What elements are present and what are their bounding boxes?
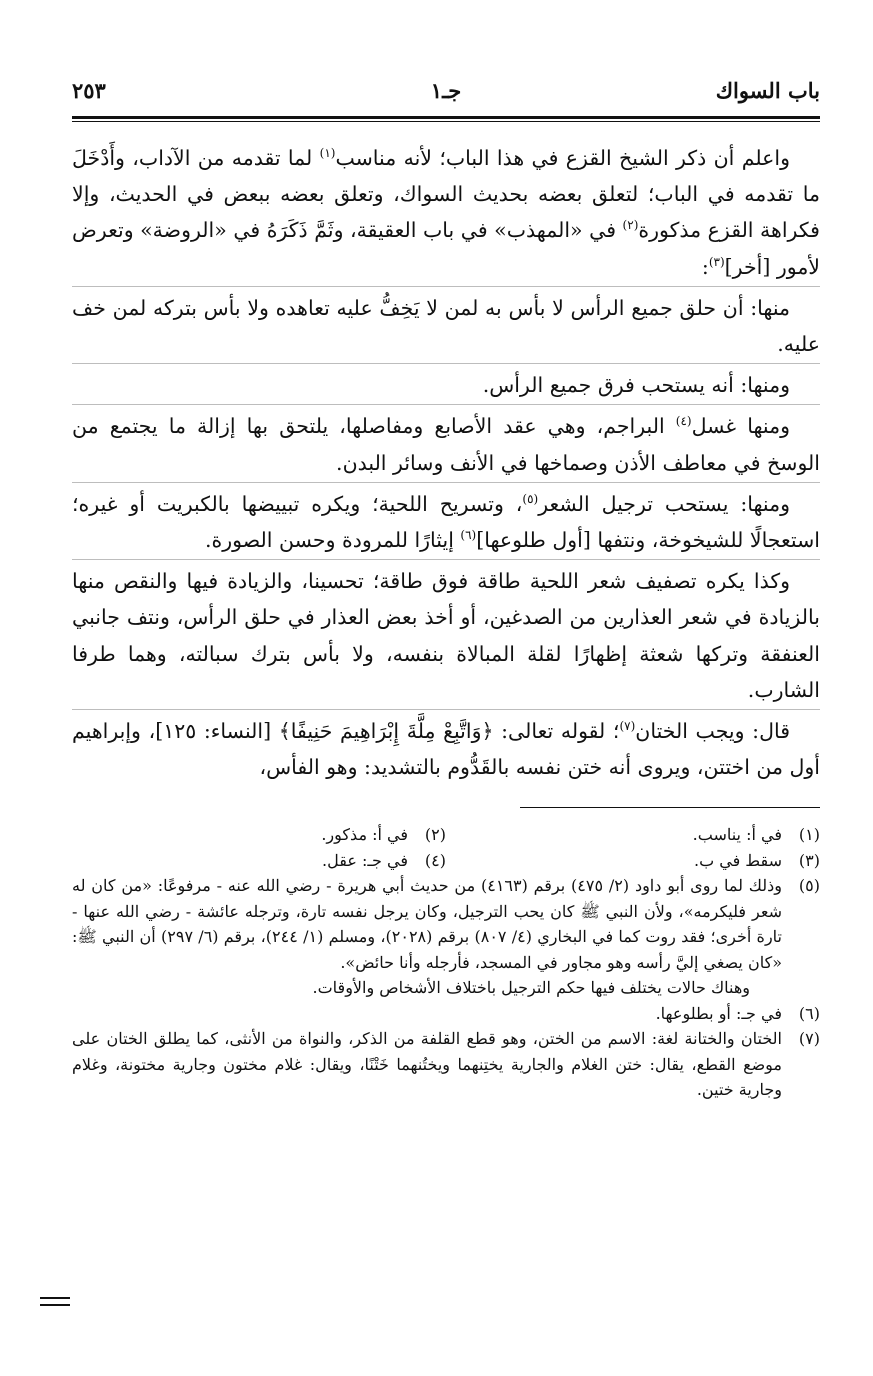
- page-header: [72, 70, 820, 114]
- footnote-3: (٣) سقط في ب.: [694, 850, 820, 870]
- header-rule-thick: [72, 116, 820, 119]
- book-page: [72, 70, 820, 1103]
- page-number: ٢٥٣: [72, 78, 106, 103]
- paragraph-shaving: منها: أن حلق جميع الرأس لا بأس به لمن لا يَخِفُّ عليه تعاهده ولا بأس بتركه لمن خف عليه.: [72, 290, 820, 364]
- footnote-ref-4[interactable]: (٤): [675, 414, 692, 429]
- footnote-ref-1[interactable]: (١): [319, 146, 336, 161]
- paragraph-beard: وكذا يكره تصفيف شعر اللحية طاقة فوق طاقة؛ تحسينا، والزيادة فيها والنقص منها بالزيادة في شعر العذارين من الصدغين، أو أخذ بعض العذار في حلق الرأس، ونتف جانبي العنفقة وتركها شعثة إظهارًا لقلة المبالاة بنفسه، ولا بأس بترك سبالته، وهما طرفا الشارب.: [72, 563, 820, 710]
- paragraph-intro: واعلم أن ذكر الشيخ القزع في هذا الباب؛ لأنه مناسب$^{(١)}$ لما تقدمه من الآداب، وأَدْخَلَ ما تقدمه في الباب؛ لتعلق بعضه بحديث السواك، وتعلق بعضه ببعض في الحديث، وإلا فكراهة القزع مذكورة$^{(٢)}$ في «المهذب» في باب العقيقة، وثَمَّ ذَكَرَهُ في «الروضة» وتعرض لأمور [أخر]$^{(٣)}$:: [72, 140, 820, 287]
- footnote-2: (٢) في أ: مذكور.: [321, 825, 446, 845]
- paragraph-circumcision: قال: ويجب الختان$^{(٧)}$؛ لقوله تعالى: ﴿وَاتَّبِعْ مِلَّةَ إِبْرَاهِيمَ حَنِيفًا﴾ [النساء: ١٢٥]، وإبراهيم أول من اختتن، ويروى أنه ختن نفسه بالقَدُّوم بالتشديد: وهو الفأس،: [72, 719, 820, 780]
- footnote-ref-5[interactable]: (٥): [522, 492, 539, 506]
- footnote-6: (٦) في جـ: أو بطلوعها.: [655, 1003, 820, 1023]
- paragraph-knuckles: ومنها غسل$^{(٤)}$ البراجم، وهي عقد الأصابع ومفاصلها، يلتحق بها إزالة ما يجتمع من الوسخ في معاطف الأذن وصماخها في الأنف وسائر البدن.: [72, 408, 820, 482]
- margin-mark: [40, 1297, 70, 1311]
- footnote-5-continuation: وهناك حالات يختلف فيها حكم الترجيل باختلاف الأشخاص والأوقات.: [312, 978, 750, 998]
- footnote-ref-6[interactable]: (٦): [460, 528, 477, 543]
- footnote-5: (٥) وذلك لما روى أبو داود (٢/ ٤٧٥) برقم (٤١٦٣) من حديث أبي هريرة - رضي الله عنه - مرفوعًا: «من كان له شعر فليكرمه»، ولأن النبي ﷺ كان يحب الترجيل، وكان يرجل نفسه تارة، وترجله عائشة - رضي الله عنها - تارة أخرى؛ فقد روت كما في البخاري (٤/ ٨٠٧) برقم (٢٠٢٨)، ومسلم (١/ ٢٤٤)، برقم (٦/ ٢٩٧) أن النبي ﷺ: «كان يصغي إليَّ رأسه وهو مجاور في المسجد، فأرجله وأنا حائض».: [72, 876, 820, 972]
- footnote-7: (٧) الختان والختانة لغة: الاسم من الختن، وهو قطع القلفة من الذكر، والنواة من الأنثى، كما يطلق الختان على موضع القطع، يقال: ختن الغلام والجارية يختِنهما ويختُنهما خَتْنًا، ويقال: غلام مختون وجارية مختونة، وغلام وجارية ختين.: [72, 1029, 820, 1100]
- footnote-ref-7[interactable]: (٧): [619, 719, 636, 734]
- footnote-separator: [520, 807, 820, 808]
- footnotes: [72, 822, 820, 1103]
- footnote-4: (٤) في جـ: عقل.: [322, 850, 446, 870]
- footnote-ref-2[interactable]: (٢): [622, 218, 639, 233]
- volume-label: جـ١: [430, 78, 462, 103]
- header-rule-thin: [72, 121, 820, 122]
- main-text: [72, 140, 820, 785]
- footnote-row: [72, 822, 820, 848]
- paragraph-combing: ومنها: يستحب ترجيل الشعر$^{(٥)}$، وتسريح اللحية؛ ويكره تبييضها بالكبريت أو غيره؛ استعجالًا للشيخوخة، ونتفها [أول طلوعها]$^{(٦)}$ إيثارًا للمرودة وحسن الصورة.: [72, 486, 820, 560]
- footnote-row: [72, 848, 820, 874]
- chapter-title: باب السواك: [715, 78, 820, 103]
- footnote-ref-3[interactable]: (٣): [708, 254, 725, 269]
- paragraph-parting: ومنها: أنه يستحب فرق جميع الرأس.: [72, 367, 820, 405]
- footnote-1: (١) في أ: يناسب.: [692, 825, 820, 845]
